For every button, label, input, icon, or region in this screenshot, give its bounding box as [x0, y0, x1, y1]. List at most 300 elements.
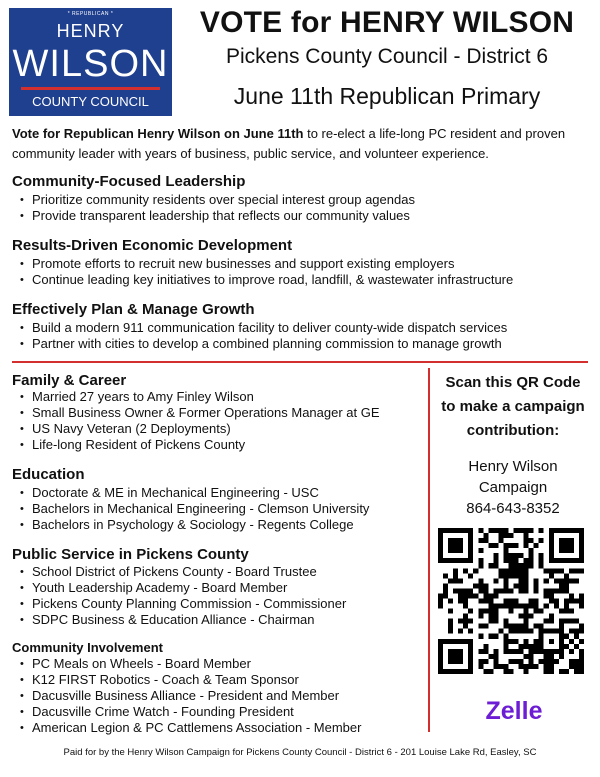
qr-module [493, 649, 498, 654]
qr-module [574, 664, 579, 669]
qr-module [524, 654, 529, 659]
section-heading-education: Education [12, 466, 85, 483]
qr-module [524, 639, 529, 644]
qr-module [453, 578, 458, 583]
logo-first-name: HENRY [56, 21, 125, 41]
qr-module [524, 543, 529, 548]
qr-module [539, 553, 544, 558]
qr-instructions [432, 371, 594, 443]
qr-module [503, 639, 508, 644]
zelle-logo [469, 693, 559, 727]
qr-module [564, 558, 569, 563]
qr-module [438, 664, 443, 669]
qr-module [448, 624, 453, 629]
qr-module [503, 664, 508, 669]
qr-module [534, 598, 539, 603]
qr-module [458, 619, 463, 624]
qr-module [508, 649, 513, 654]
qr-module [544, 578, 549, 583]
qr-instructions-line3: contribution: [466, 422, 560, 439]
list-item: • Prioritize community residents over special interest group agendas [12, 192, 415, 208]
qr-module [453, 649, 458, 654]
qr-module [524, 528, 529, 533]
qr-module [508, 598, 513, 603]
qr-module [488, 619, 493, 624]
list-item: • US Navy Veteran (2 Deployments) [12, 421, 380, 437]
qr-module [468, 553, 473, 558]
qr-module [493, 654, 498, 659]
qr-module [448, 558, 453, 563]
qr-module [448, 609, 453, 614]
qr-code[interactable] [438, 528, 584, 674]
qr-module [564, 609, 569, 614]
qr-module [508, 624, 513, 629]
qr-module [458, 588, 463, 593]
qr-module [448, 659, 453, 664]
qr-module [524, 624, 529, 629]
qr-module [498, 629, 503, 634]
intro-bold: Vote for Republican Henry Wilson on June 11th [12, 126, 304, 141]
qr-module [488, 609, 493, 614]
qr-module [448, 543, 453, 548]
qr-module [534, 609, 539, 614]
qr-module [458, 649, 463, 654]
qr-module [488, 614, 493, 619]
qr-module [524, 609, 529, 614]
qr-module [559, 649, 564, 654]
qr-module [483, 669, 488, 674]
qr-module [514, 583, 519, 588]
qr-module [508, 558, 513, 563]
qr-module [549, 553, 554, 558]
qr-module [529, 614, 534, 619]
list-item: • Life-long Resident of Pickens County [12, 437, 380, 453]
qr-module [519, 568, 524, 573]
qr-module [524, 563, 529, 568]
qr-module [514, 543, 519, 548]
qr-module [554, 629, 559, 634]
qr-module [564, 528, 569, 533]
qr-module [468, 659, 473, 664]
qr-module [468, 664, 473, 669]
qr-module [514, 553, 519, 558]
qr-module [569, 664, 574, 669]
qr-module [579, 604, 584, 609]
qr-module [508, 659, 513, 664]
qr-module [438, 598, 443, 603]
qr-module [574, 528, 579, 533]
qr-module [574, 619, 579, 624]
section-heading-community: Community-Focused Leadership [12, 173, 246, 190]
qr-module [443, 593, 448, 598]
economic-list [12, 256, 513, 288]
qr-module [519, 604, 524, 609]
qr-module [468, 573, 473, 578]
qr-module [559, 588, 564, 593]
qr-module [488, 593, 493, 598]
qr-module [468, 548, 473, 553]
qr-module [539, 629, 544, 634]
qr-module [514, 573, 519, 578]
qr-module [438, 553, 443, 558]
section-heading-economic: Results-Driven Economic Development [12, 237, 293, 254]
qr-module [438, 644, 443, 649]
qr-module [458, 558, 463, 563]
qr-module [524, 568, 529, 573]
qr-module [549, 649, 554, 654]
qr-module [539, 659, 544, 664]
qr-module [443, 669, 448, 674]
qr-module [519, 649, 524, 654]
qr-module [539, 649, 544, 654]
qr-module [478, 609, 483, 614]
qr-module [493, 543, 498, 548]
qr-module [529, 538, 534, 543]
qr-module [519, 629, 524, 634]
qr-module [579, 538, 584, 543]
qr-module [483, 583, 488, 588]
qr-module [564, 573, 569, 578]
qr-module [564, 619, 569, 624]
qr-module [579, 548, 584, 553]
qr-module [534, 578, 539, 583]
qr-module [468, 538, 473, 543]
qr-module [493, 604, 498, 609]
qr-module [478, 624, 483, 629]
list-item: • Small Business Owner & Former Operations Manager at GE [12, 405, 380, 421]
qr-module [493, 619, 498, 624]
qr-module [544, 593, 549, 598]
list-item: • Dacusville Crime Watch - Founding President [12, 704, 361, 720]
qr-module [453, 588, 458, 593]
qr-module [564, 634, 569, 639]
qr-module [524, 614, 529, 619]
qr-module [539, 634, 544, 639]
qr-module [493, 634, 498, 639]
qr-module [478, 598, 483, 603]
qr-module [549, 598, 554, 603]
qr-module [519, 659, 524, 664]
qr-module [549, 533, 554, 538]
qr-module [438, 558, 443, 563]
qr-module [549, 654, 554, 659]
qr-module [448, 538, 453, 543]
qr-module [569, 609, 574, 614]
qr-module [478, 558, 483, 563]
qr-module [544, 654, 549, 659]
qr-module [514, 624, 519, 629]
qr-module [574, 558, 579, 563]
qr-module [569, 629, 574, 634]
qr-module [473, 583, 478, 588]
qr-module [488, 563, 493, 568]
qr-module [443, 583, 448, 588]
qr-module [503, 528, 508, 533]
qr-module [463, 558, 468, 563]
qr-module [554, 604, 559, 609]
qr-module [458, 543, 463, 548]
qr-module [458, 629, 463, 634]
qr-module [529, 644, 534, 649]
qr-module [544, 659, 549, 664]
qr-module [503, 568, 508, 573]
qr-module [554, 558, 559, 563]
qr-module [559, 624, 564, 629]
qr-module [453, 669, 458, 674]
qr-module [483, 649, 488, 654]
qr-module [579, 593, 584, 598]
qr-module [483, 598, 488, 603]
qr-module [448, 639, 453, 644]
qr-module [519, 573, 524, 578]
qr-module [524, 538, 529, 543]
qr-module [498, 533, 503, 538]
logo-office: COUNTY COUNCIL [32, 94, 149, 109]
qr-module [438, 659, 443, 664]
list-item: • K12 FIRST Robotics - Coach & Team Sponsor [12, 672, 361, 688]
qr-module [468, 558, 473, 563]
qr-module [438, 533, 443, 538]
qr-module [448, 578, 453, 583]
qr-module [453, 568, 458, 573]
qr-module [488, 543, 493, 548]
qr-module [508, 609, 513, 614]
qr-module [463, 598, 468, 603]
qr-module [468, 644, 473, 649]
qr-module [539, 563, 544, 568]
qr-module [478, 664, 483, 669]
qr-module [443, 639, 448, 644]
qr-module [478, 528, 483, 533]
qr-module [468, 669, 473, 674]
qr-module [529, 553, 534, 558]
qr-module [559, 644, 564, 649]
qr-module [478, 578, 483, 583]
involvement-list [12, 656, 361, 736]
qr-module [524, 558, 529, 563]
qr-module [579, 629, 584, 634]
qr-module [564, 604, 569, 609]
logo-last-name: WILSON [12, 43, 169, 85]
growth-list [12, 320, 507, 352]
qr-module [564, 588, 569, 593]
qr-module [508, 639, 513, 644]
qr-module [514, 649, 519, 654]
page-title: VOTE for HENRY WILSON [199, 6, 575, 39]
qr-module [458, 578, 463, 583]
qr-module [559, 609, 564, 614]
qr-module [448, 598, 453, 603]
qr-module [574, 669, 579, 674]
qr-module [549, 664, 554, 669]
qr-module [468, 593, 473, 598]
qr-module [438, 543, 443, 548]
section-divider [12, 361, 588, 363]
qr-module [508, 543, 513, 548]
qr-module [549, 548, 554, 553]
qr-module [579, 553, 584, 558]
qr-module [478, 583, 483, 588]
qr-module [473, 593, 478, 598]
qr-module [564, 583, 569, 588]
qr-module [458, 639, 463, 644]
qr-module [514, 528, 519, 533]
qr-module [478, 659, 483, 664]
qr-module [483, 609, 488, 614]
qr-module [468, 619, 473, 624]
qr-module [579, 533, 584, 538]
qr-module [529, 664, 534, 669]
qr-module [549, 528, 554, 533]
qr-module [503, 543, 508, 548]
qr-module [438, 649, 443, 654]
qr-module [534, 664, 539, 669]
qr-module [483, 644, 488, 649]
qr-module [574, 659, 579, 664]
qr-module [443, 558, 448, 563]
qr-module [519, 578, 524, 583]
qr-module [544, 568, 549, 573]
section-heading-growth: Effectively Plan & Manage Growth [12, 301, 255, 318]
qr-module [569, 543, 574, 548]
qr-module [534, 644, 539, 649]
qr-module [554, 568, 559, 573]
qr-module [539, 644, 544, 649]
qr-module [438, 654, 443, 659]
qr-module [498, 573, 503, 578]
qr-module [554, 649, 559, 654]
qr-module [524, 573, 529, 578]
qr-module [508, 568, 513, 573]
qr-module [554, 598, 559, 603]
qr-module [478, 563, 483, 568]
qr-module [549, 538, 554, 543]
qr-module [529, 604, 534, 609]
campaign-name-line2: Campaign [478, 479, 548, 496]
qr-module [574, 629, 579, 634]
list-item: • Bachelors in Psychology & Sociology - Regents College [12, 517, 369, 533]
qr-module [534, 543, 539, 548]
qr-module [463, 528, 468, 533]
qr-module [554, 528, 559, 533]
qr-module [539, 639, 544, 644]
qr-module [458, 593, 463, 598]
qr-module [493, 578, 498, 583]
qr-module [463, 604, 468, 609]
qr-module [529, 558, 534, 563]
qr-module [579, 654, 584, 659]
qr-module [579, 669, 584, 674]
list-item: • Build a modern 911 communication facility to deliver county-wide dispatch services [12, 320, 507, 336]
qr-module [514, 598, 519, 603]
qr-module [574, 578, 579, 583]
qr-module [549, 558, 554, 563]
qr-module [579, 528, 584, 533]
qr-module [493, 659, 498, 664]
qr-module [549, 659, 554, 664]
qr-module [564, 538, 569, 543]
qr-module [519, 644, 524, 649]
qr-module [539, 558, 544, 563]
qr-module [503, 604, 508, 609]
qr-module [508, 573, 513, 578]
qr-module [534, 588, 539, 593]
qr-module [508, 563, 513, 568]
qr-module [508, 604, 513, 609]
qr-module [458, 659, 463, 664]
qr-module [514, 558, 519, 563]
qr-module [514, 568, 519, 573]
qr-module [549, 639, 554, 644]
qr-module [458, 548, 463, 553]
list-item: • Provide transparent leadership that reflects our community values [12, 208, 415, 224]
qr-module [534, 604, 539, 609]
qr-module [458, 528, 463, 533]
qr-module [503, 669, 508, 674]
qr-module [448, 619, 453, 624]
qr-module [534, 639, 539, 644]
qr-module [564, 578, 569, 583]
qr-module [549, 573, 554, 578]
qr-module [483, 533, 488, 538]
qr-module [478, 614, 483, 619]
qr-module [579, 624, 584, 629]
qr-module [468, 533, 473, 538]
qr-module [453, 639, 458, 644]
qr-module [559, 634, 564, 639]
qr-module [569, 568, 574, 573]
qr-module [559, 568, 564, 573]
qr-module [483, 538, 488, 543]
list-item: • Continue leading key initiatives to improve road, landfill, & wastewater infrastructure [12, 272, 513, 288]
qr-module [574, 598, 579, 603]
list-item: • Married 27 years to Amy Finley Wilson [12, 389, 380, 405]
qr-module [438, 528, 443, 533]
qr-module [549, 593, 554, 598]
qr-module [453, 654, 458, 659]
qr-module [569, 578, 574, 583]
qr-module [579, 568, 584, 573]
qr-module [503, 583, 508, 588]
qr-module [579, 558, 584, 563]
qr-module [524, 669, 529, 674]
qr-module [574, 644, 579, 649]
column-divider [428, 368, 430, 732]
qr-instructions-line1: Scan this QR Code [445, 374, 581, 391]
qr-module [493, 563, 498, 568]
qr-module [539, 609, 544, 614]
qr-module [478, 548, 483, 553]
qr-module [564, 644, 569, 649]
qr-module [448, 548, 453, 553]
campaign-logo [9, 8, 172, 116]
qr-module [453, 573, 458, 578]
qr-module [554, 578, 559, 583]
qr-module [544, 664, 549, 669]
qr-module [508, 629, 513, 634]
qr-module [564, 548, 569, 553]
list-item: • School District of Pickens County - Board Trustee [12, 564, 346, 580]
qr-module [519, 553, 524, 558]
qr-module [569, 598, 574, 603]
qr-module [539, 528, 544, 533]
qr-module [579, 543, 584, 548]
qr-module [493, 558, 498, 563]
qr-module [564, 669, 569, 674]
qr-module [564, 543, 569, 548]
qr-module [458, 538, 463, 543]
qr-module [559, 543, 564, 548]
